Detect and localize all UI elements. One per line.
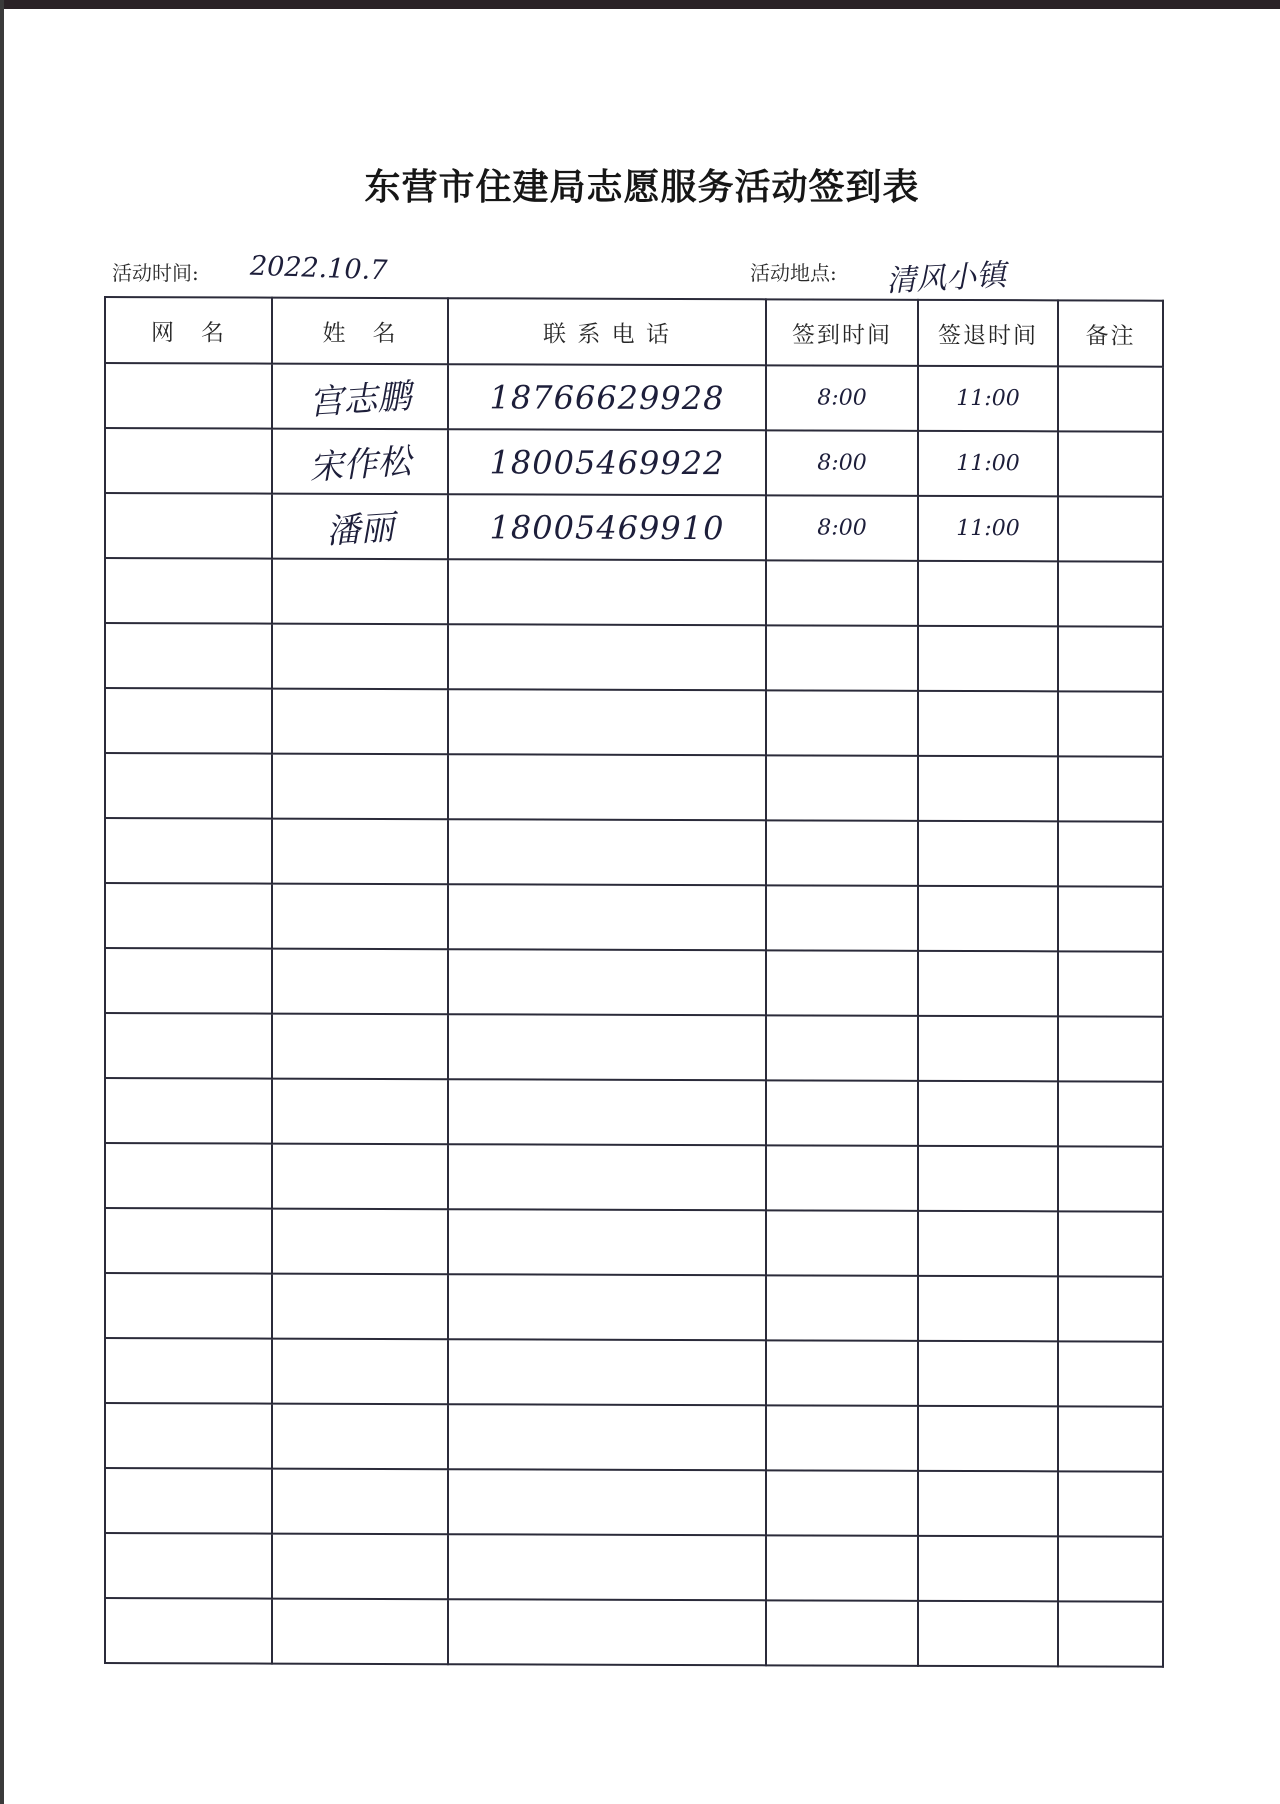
- netname-cell: [105, 623, 272, 689]
- note-cell: [1058, 821, 1163, 886]
- sheet-title: 东营市住建局志愿服务活动签到表: [364, 167, 920, 208]
- header-sign-in-time: 签到时间: [766, 299, 918, 366]
- name-cell: [272, 1144, 448, 1210]
- phone-cell: [448, 819, 766, 885]
- table-row: [105, 623, 1163, 692]
- handwritten-name: 潘丽: [324, 507, 396, 553]
- sign-out-cell: [918, 1016, 1058, 1081]
- table-row: [105, 1273, 1163, 1342]
- sign-in-cell: [766, 430, 918, 496]
- handwritten-sign-out: 11:00: [956, 450, 1020, 477]
- name-cell: [272, 1209, 448, 1275]
- phone-cell: [448, 494, 766, 560]
- note-cell: [1058, 951, 1163, 1016]
- note-cell: [1058, 366, 1163, 431]
- sign-out-cell: [918, 431, 1058, 496]
- table-row: [105, 1468, 1163, 1537]
- name-cell: [272, 1469, 448, 1535]
- note-cell: [1058, 1536, 1163, 1601]
- phone-cell: [448, 1014, 766, 1080]
- sign-in-cell: [766, 1145, 918, 1211]
- note-cell: [1058, 626, 1163, 691]
- page-top-edge: [0, 0, 1280, 9]
- phone-cell: [448, 689, 766, 755]
- note-cell: [1058, 1406, 1163, 1471]
- name-cell: [272, 429, 448, 495]
- table-row: [105, 948, 1163, 1017]
- name-cell: [272, 624, 448, 690]
- note-cell: [1058, 886, 1163, 951]
- sign-in-cell: [766, 1210, 918, 1276]
- netname-cell: [105, 1208, 272, 1274]
- table-row: [105, 688, 1163, 757]
- name-cell: [272, 364, 448, 430]
- phone-cell: [448, 1144, 766, 1210]
- header-phone: 联 系 电 话: [448, 298, 766, 365]
- sign-in-cell: [766, 365, 918, 431]
- netname-cell: [105, 1403, 272, 1469]
- phone-cell: [448, 1599, 766, 1665]
- phone-cell: [448, 364, 766, 430]
- table-row: [105, 363, 1163, 432]
- note-cell: [1058, 1146, 1163, 1211]
- header-netname: 网 名: [105, 297, 272, 364]
- note-cell: [1058, 1276, 1163, 1341]
- sign-out-cell: [918, 1146, 1058, 1211]
- sign-out-cell: [918, 1601, 1058, 1666]
- handwritten-sign-in: 8:00: [817, 450, 867, 476]
- header-note: 备注: [1058, 300, 1163, 366]
- sign-in-cell: [766, 560, 918, 626]
- netname-cell: [105, 818, 272, 884]
- sign-out-cell: [918, 691, 1058, 756]
- activity-place-value: 清风小镇: [885, 257, 1008, 300]
- phone-cell: [448, 1469, 766, 1535]
- name-cell: [272, 949, 448, 1015]
- name-cell: [272, 1404, 448, 1470]
- handwritten-phone: 18005469910: [489, 507, 725, 547]
- netname-cell: [105, 363, 272, 429]
- table-row: [105, 753, 1163, 822]
- name-cell: [272, 884, 448, 950]
- sign-in-cell: [766, 1340, 918, 1406]
- note-cell: [1058, 561, 1163, 626]
- activity-time-label: 活动时间:: [112, 261, 199, 285]
- phone-cell: [448, 429, 766, 495]
- netname-cell: [105, 493, 272, 559]
- name-cell: [272, 1534, 448, 1600]
- netname-cell: [105, 948, 272, 1014]
- sign-out-cell: [918, 821, 1058, 886]
- table-row: [105, 1598, 1163, 1667]
- sign-out-cell: [918, 496, 1058, 561]
- handwritten-sign-out: 11:00: [956, 385, 1020, 412]
- netname-cell: [105, 1468, 272, 1534]
- sign-out-cell: [918, 756, 1058, 821]
- handwritten-sign-in: 8:00: [817, 385, 867, 411]
- note-cell: [1058, 1341, 1163, 1406]
- activity-time-value: 2022.10.7: [249, 250, 388, 287]
- sign-in-cell: [766, 1470, 918, 1536]
- sign-out-cell: [918, 951, 1058, 1016]
- sign-out-cell: [918, 1081, 1058, 1146]
- table-row: [105, 1013, 1163, 1082]
- signin-table: [104, 296, 1164, 1668]
- table-row: [105, 1078, 1163, 1147]
- phone-cell: [448, 949, 766, 1015]
- sign-out-cell: [918, 1406, 1058, 1471]
- note-cell: [1058, 691, 1163, 756]
- table-row: [105, 1208, 1163, 1277]
- sign-out-cell: [918, 1341, 1058, 1406]
- sign-in-cell: [766, 1080, 918, 1146]
- phone-cell: [448, 1404, 766, 1470]
- table-row: [105, 428, 1163, 497]
- sign-in-cell: [766, 495, 918, 561]
- note-cell: [1058, 756, 1163, 821]
- name-cell: [272, 1274, 448, 1340]
- note-cell: [1058, 1601, 1163, 1666]
- note-cell: [1058, 496, 1163, 561]
- table-body: [105, 363, 1163, 1667]
- table-row: [105, 558, 1163, 627]
- netname-cell: [105, 1143, 272, 1209]
- sign-out-cell: [918, 1471, 1058, 1536]
- name-cell: [272, 494, 448, 560]
- sign-in-cell: [766, 1015, 918, 1081]
- netname-cell: [105, 558, 272, 624]
- phone-cell: [448, 1079, 766, 1145]
- phone-cell: [448, 1534, 766, 1600]
- name-cell: [272, 754, 448, 820]
- note-cell: [1058, 1471, 1163, 1536]
- handwritten-sign-in: 8:00: [817, 515, 867, 541]
- name-cell: [272, 1014, 448, 1080]
- handwritten-name: 宫志鹏: [307, 376, 413, 424]
- name-cell: [272, 559, 448, 625]
- sign-out-cell: [918, 366, 1058, 431]
- note-cell: [1058, 1211, 1163, 1276]
- netname-cell: [105, 1598, 272, 1664]
- handwritten-sign-out: 11:00: [956, 515, 1020, 542]
- phone-cell: [448, 884, 766, 950]
- sign-out-cell: [918, 1536, 1058, 1601]
- netname-cell: [105, 753, 272, 819]
- sign-out-cell: [918, 1211, 1058, 1276]
- activity-place-label: 活动地点:: [750, 261, 837, 285]
- table-row: [105, 1143, 1163, 1212]
- sign-in-cell: [766, 885, 918, 951]
- sign-out-cell: [918, 886, 1058, 951]
- netname-cell: [105, 1338, 272, 1404]
- phone-cell: [448, 624, 766, 690]
- name-cell: [272, 1079, 448, 1145]
- header-name: 姓 名: [272, 298, 448, 365]
- netname-cell: [105, 428, 272, 494]
- sign-out-cell: [918, 561, 1058, 626]
- sign-out-cell: [918, 1276, 1058, 1341]
- sign-in-cell: [766, 1275, 918, 1341]
- sign-in-cell: [766, 1405, 918, 1471]
- handwritten-name: 宋作松: [307, 441, 413, 489]
- table-row: [105, 493, 1163, 562]
- netname-cell: [105, 1273, 272, 1339]
- netname-cell: [105, 1533, 272, 1599]
- sign-in-cell: [766, 1535, 918, 1601]
- name-cell: [272, 1599, 448, 1665]
- netname-cell: [105, 1013, 272, 1079]
- phone-cell: [448, 559, 766, 625]
- note-cell: [1058, 1016, 1163, 1081]
- sign-in-cell: [766, 690, 918, 756]
- table-row: [105, 1403, 1163, 1472]
- table-row: [105, 883, 1163, 952]
- phone-cell: [448, 754, 766, 820]
- sign-out-cell: [918, 626, 1058, 691]
- table-row: [105, 1338, 1163, 1407]
- name-cell: [272, 1339, 448, 1405]
- sign-in-cell: [766, 820, 918, 886]
- netname-cell: [105, 1078, 272, 1144]
- note-cell: [1058, 431, 1163, 496]
- sign-in-cell: [766, 1600, 918, 1666]
- handwritten-phone: 18005469922: [489, 442, 725, 482]
- table-row: [105, 1533, 1163, 1602]
- sign-in-cell: [766, 625, 918, 691]
- netname-cell: [105, 883, 272, 949]
- table-row: [105, 818, 1163, 887]
- phone-cell: [448, 1274, 766, 1340]
- header-sign-out-time: 签退时间: [918, 300, 1058, 366]
- handwritten-phone: 18766629928: [489, 377, 725, 417]
- table-header-row: [105, 297, 1163, 367]
- phone-cell: [448, 1209, 766, 1275]
- sign-in-cell: [766, 950, 918, 1016]
- name-cell: [272, 689, 448, 755]
- name-cell: [272, 819, 448, 885]
- sign-in-cell: [766, 755, 918, 821]
- phone-cell: [448, 1339, 766, 1405]
- netname-cell: [105, 688, 272, 754]
- note-cell: [1058, 1081, 1163, 1146]
